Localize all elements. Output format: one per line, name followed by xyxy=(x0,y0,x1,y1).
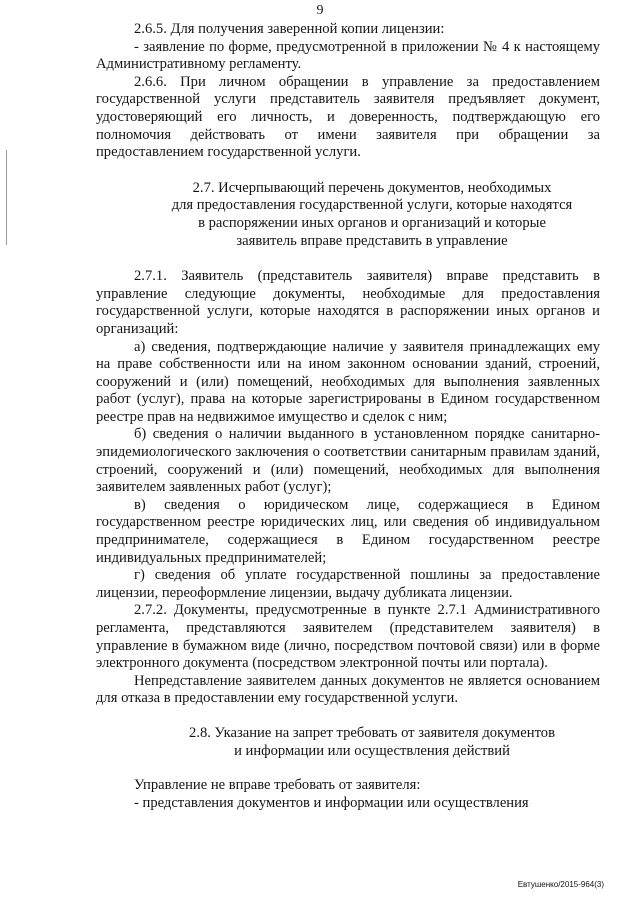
document-code: Евтушенко/2015-964(3) xyxy=(517,880,604,889)
document-body xyxy=(96,21,600,812)
list-item-v: в) сведения о юридическом лице, содержащиеся в Едином государственном реестре юридических лиц, или сведения об индивидуальном предпринимателе, содержащиеся в Едином государственном реестре индивидуальных предпринимателей; xyxy=(96,496,600,566)
heading-2-8-line: 2.8. Указание на запрет требовать от заявителя документов xyxy=(189,724,555,741)
heading-2-8-line: и информации или осуществления действий xyxy=(234,742,510,759)
spacer xyxy=(96,162,600,180)
heading-2-7-line: в распоряжении иных органов и организаций и которые xyxy=(198,214,546,231)
paragraph-2-6-5-title: 2.6.5. Для получения заверенной копии лицензии: xyxy=(134,21,445,37)
heading-2-7-line: 2.7. Исчерпывающий перечень документов, необходимых xyxy=(192,179,552,196)
spacer xyxy=(96,250,600,268)
list-item-a: а) сведения, подтверждающие наличие у заявителя принадлежащих ему на праве собственности или на ином законном основании зданий, строений, сооружений и (или) помещений, необходимых для выполнения заявленных работ (услуг), права на которые зарегистрированы в Едином государственном реестре прав на недвижимое имущество и сделок с ним; xyxy=(96,338,600,425)
page-number: 9 xyxy=(316,3,324,18)
list-item-b: б) сведения о наличии выданного в установленном порядке санитарно-эпидемиологического заключения о соответствии санитарным правилам зданий, строений, сооружений и (или) помещений, необходимых для выполнения заявителем заявленных работ (услуг); xyxy=(96,426,600,496)
heading-2-8 xyxy=(96,725,600,760)
scan-edge-mark xyxy=(6,150,7,245)
heading-2-7 xyxy=(96,180,600,250)
spacer xyxy=(96,760,600,777)
heading-2-7-line: заявитель вправе представить в управление xyxy=(236,232,508,249)
heading-2-7-line: для предоставления государственной услуги, которые находятся xyxy=(171,197,573,214)
paragraph-2-7-2: 2.7.2. Документы, предусмотренные в пункте 2.7.1 Административного регламента, представляются заявителем (представителем заявителя) в управление в бумажном виде (лично, посредством почтовой связи) или в форме электронного документа (посредством электронной почты или портала). xyxy=(96,602,600,672)
paragraph-2-8-item: - представления документов и информации или осуществления xyxy=(134,794,529,811)
list-item-g: г) сведения об уплате государственной пошлины за предоставление лицензии, переоформление лицензии, выдачу дубликата лицензии. xyxy=(96,567,600,601)
paragraph-2-7-1-intro: 2.7.1. Заявитель (представитель заявителя) вправе представить в управление следующие документы, необходимые для предоставления государственной услуги, которые находятся в распоряжении иных органов и организаций: xyxy=(96,268,600,337)
paragraph-2-6-5-item: - заявление по форме, предусмотренной в приложении № 4 к настоящему Административному регламенту. xyxy=(96,38,600,73)
paragraph-2-8-intro: Управление не вправе требовать от заявителя: xyxy=(134,777,421,794)
paragraph-2-6-6: 2.6.6. При личном обращении в управление за предоставлением государственной услуги представитель заявителя предъявляет документ, удостоверяющий его личность, и доверенность, подтверждающую его полномочия действовать от имени заявителя при обращении за предоставлением государственной услуги. xyxy=(96,73,600,161)
paragraph-2-7-2-note: Непредставление заявителем данных документов не является основанием для отказа в предоставлении ему государственной услуги. xyxy=(96,672,600,707)
spacer xyxy=(96,708,600,725)
